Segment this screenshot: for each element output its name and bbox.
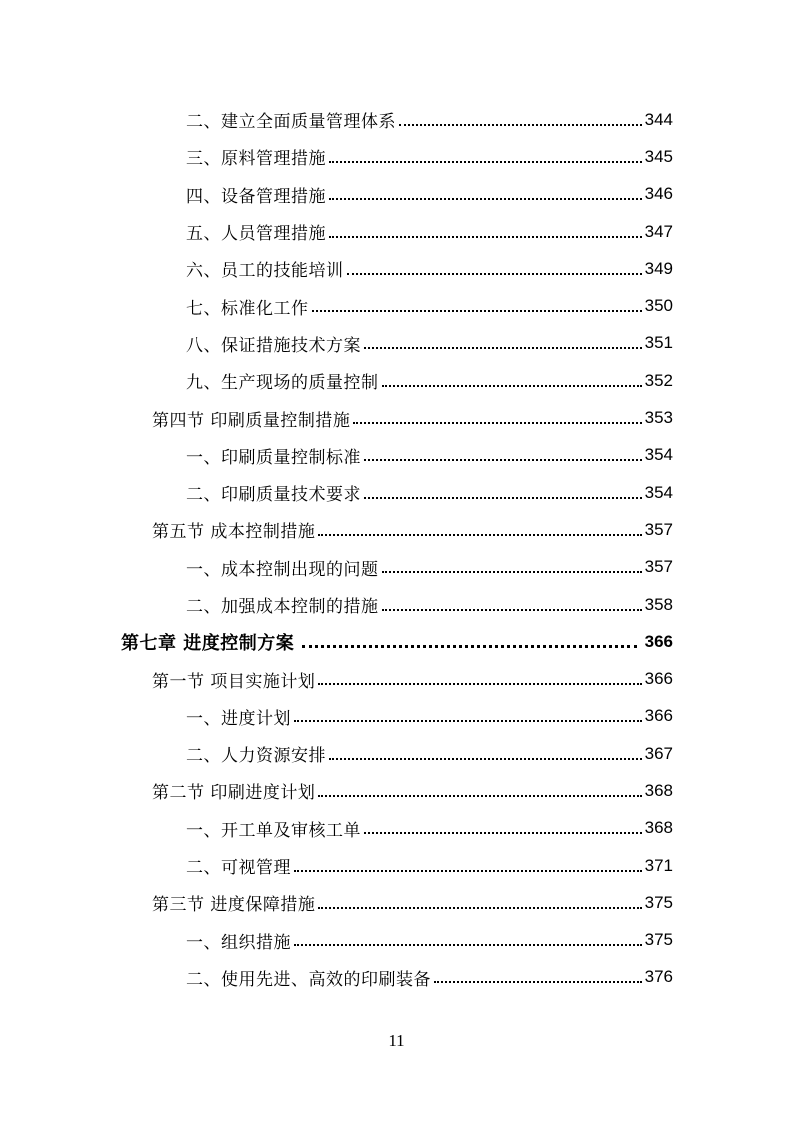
toc-entry-title: 七、标准化工作 (186, 298, 309, 319)
table-of-contents (0, 101, 793, 996)
toc-entry-title: 八、保证措施技术方案 (186, 335, 361, 356)
toc-subsection-entry[interactable] (0, 586, 793, 623)
toc-entry-line (186, 287, 673, 324)
toc-entry-line (186, 437, 673, 474)
toc-dot-leader (364, 497, 642, 499)
toc-entry-page-number: 351 (644, 333, 673, 353)
toc-entry-title: 一、成本控制出现的问题 (186, 559, 379, 580)
toc-subsection-entry[interactable] (0, 810, 793, 847)
toc-entry-line (186, 474, 673, 511)
toc-entry-title: 第四节 印刷质量控制措施 (152, 410, 351, 431)
toc-entry-page-number: 350 (644, 296, 673, 316)
toc-entry-line (186, 138, 673, 175)
toc-entry-title: 第七章 进度控制方案 (121, 632, 295, 654)
toc-entry-line (186, 586, 673, 623)
toc-subsection-entry[interactable] (0, 101, 793, 138)
toc-dot-leader (329, 758, 642, 760)
toc-entry-page-number: 353 (644, 408, 673, 428)
toc-dot-leader (364, 347, 642, 349)
toc-dot-leader (382, 571, 642, 573)
toc-entry-page-number: 346 (644, 184, 673, 204)
toc-entry-title: 六、员工的技能培训 (186, 261, 344, 282)
toc-dot-leader (347, 273, 642, 275)
toc-entry-page-number: 375 (644, 892, 673, 912)
toc-entry-title: 九、生产现场的质量控制 (186, 373, 379, 394)
toc-entry-line (186, 735, 673, 772)
toc-entry-line (186, 176, 673, 213)
toc-entry-page-number: 354 (644, 445, 673, 465)
toc-subsection-entry[interactable] (0, 138, 793, 175)
toc-dot-leader (353, 422, 641, 424)
toc-subsection-entry[interactable] (0, 250, 793, 287)
toc-entry-page-number: 366 (644, 631, 673, 651)
toc-entry-page-number: 366 (644, 669, 673, 689)
toc-entry-line (152, 660, 673, 697)
toc-chapter-entry[interactable] (0, 623, 793, 660)
toc-entry-title: 四、设备管理措施 (186, 186, 326, 207)
toc-entry-line (186, 325, 673, 362)
toc-entry-title: 二、加强成本控制的措施 (186, 597, 379, 617)
toc-dot-leader (318, 795, 641, 797)
toc-dot-leader (364, 832, 642, 834)
toc-entry-line (152, 511, 673, 548)
footer-page-number: 11 (388, 1031, 405, 1050)
toc-entry-line (186, 250, 673, 287)
toc-entry-line (152, 399, 673, 436)
toc-entry-title: 一、进度计划 (186, 708, 291, 729)
toc-entry-title: 五、人员管理措施 (186, 224, 326, 245)
toc-dot-leader (302, 645, 636, 648)
toc-entry-page-number: 349 (644, 258, 673, 278)
toc-subsection-entry[interactable] (0, 735, 793, 772)
toc-entry-title: 二、人力资源安排 (186, 746, 326, 767)
toc-subsection-entry[interactable] (0, 213, 793, 250)
toc-subsection-entry[interactable] (0, 287, 793, 324)
toc-entry-title: 第二节 印刷进度计划 (152, 783, 316, 804)
toc-dot-leader (294, 944, 642, 946)
toc-subsection-entry[interactable] (0, 959, 793, 996)
toc-dot-leader (312, 310, 642, 312)
toc-entry-line (152, 884, 673, 921)
toc-entry-page-number: 366 (644, 706, 673, 726)
toc-entry-line (186, 549, 673, 586)
toc-entry-line (186, 922, 673, 959)
toc-dot-leader (318, 683, 641, 685)
toc-subsection-entry[interactable] (0, 176, 793, 213)
toc-dot-leader (399, 124, 642, 126)
toc-dot-leader (434, 981, 642, 983)
toc-section-entry[interactable] (0, 884, 793, 921)
toc-subsection-entry[interactable] (0, 847, 793, 884)
toc-entry-line (186, 698, 673, 735)
toc-entry-title: 第五节 成本控制措施 (152, 522, 316, 543)
toc-entry-title: 二、使用先进、高效的印刷装备 (186, 969, 431, 990)
toc-entry-page-number: 368 (644, 780, 673, 800)
toc-entry-title: 一、组织措施 (186, 932, 291, 953)
toc-section-entry[interactable] (0, 660, 793, 697)
toc-entry-title: 二、建立全面质量管理体系 (186, 112, 396, 133)
toc-entry-page-number: 345 (644, 146, 673, 166)
toc-entry-title: 三、原料管理措施 (186, 149, 326, 170)
toc-entry-page-number: 375 (644, 930, 673, 950)
toc-entry-line (186, 362, 673, 399)
toc-entry-page-number: 347 (644, 221, 673, 241)
toc-entry-line (186, 101, 673, 138)
toc-entry-line (186, 959, 673, 996)
toc-entry-page-number: 358 (644, 594, 673, 614)
toc-entry-title: 第三节 进度保障措施 (152, 895, 316, 916)
toc-dot-leader (294, 720, 642, 722)
toc-dot-leader (318, 534, 641, 536)
toc-subsection-entry[interactable] (0, 549, 793, 586)
toc-entry-page-number: 357 (644, 557, 673, 577)
toc-entry-page-number: 344 (644, 109, 673, 129)
toc-entry-page-number: 354 (644, 482, 673, 502)
toc-entry-title: 二、可视管理 (186, 858, 291, 879)
toc-section-entry[interactable] (0, 399, 793, 436)
toc-subsection-entry[interactable] (0, 922, 793, 959)
toc-entry-page-number: 352 (644, 370, 673, 390)
toc-dot-leader (382, 385, 642, 387)
toc-entry-line (152, 772, 673, 809)
toc-entry-line (121, 623, 673, 660)
toc-entry-page-number: 368 (644, 818, 673, 838)
toc-entry-line (186, 213, 673, 250)
toc-entry-line (186, 847, 673, 884)
toc-entry-page-number: 367 (644, 743, 673, 763)
toc-subsection-entry[interactable] (0, 362, 793, 399)
toc-dot-leader (382, 609, 642, 611)
toc-dot-leader (318, 907, 641, 909)
toc-subsection-entry[interactable] (0, 437, 793, 474)
toc-section-entry[interactable] (0, 511, 793, 548)
toc-dot-leader (294, 870, 642, 872)
toc-dot-leader (329, 198, 642, 200)
toc-entry-title: 一、印刷质量控制标准 (186, 447, 361, 468)
toc-entry-line (186, 810, 673, 847)
toc-dot-leader (329, 236, 642, 238)
toc-entry-page-number: 371 (644, 855, 673, 875)
toc-section-entry[interactable] (0, 772, 793, 809)
toc-entry-title: 第一节 项目实施计划 (152, 671, 316, 692)
toc-dot-leader (364, 459, 642, 461)
toc-subsection-entry[interactable] (0, 325, 793, 362)
toc-entry-title: 二、印刷质量技术要求 (186, 485, 361, 506)
toc-subsection-entry[interactable] (0, 698, 793, 735)
toc-entry-page-number: 357 (644, 519, 673, 539)
toc-entry-title: 一、开工单及审核工单 (186, 820, 361, 841)
toc-dot-leader (329, 161, 642, 163)
toc-entry-page-number: 376 (644, 967, 673, 987)
toc-subsection-entry[interactable] (0, 474, 793, 511)
